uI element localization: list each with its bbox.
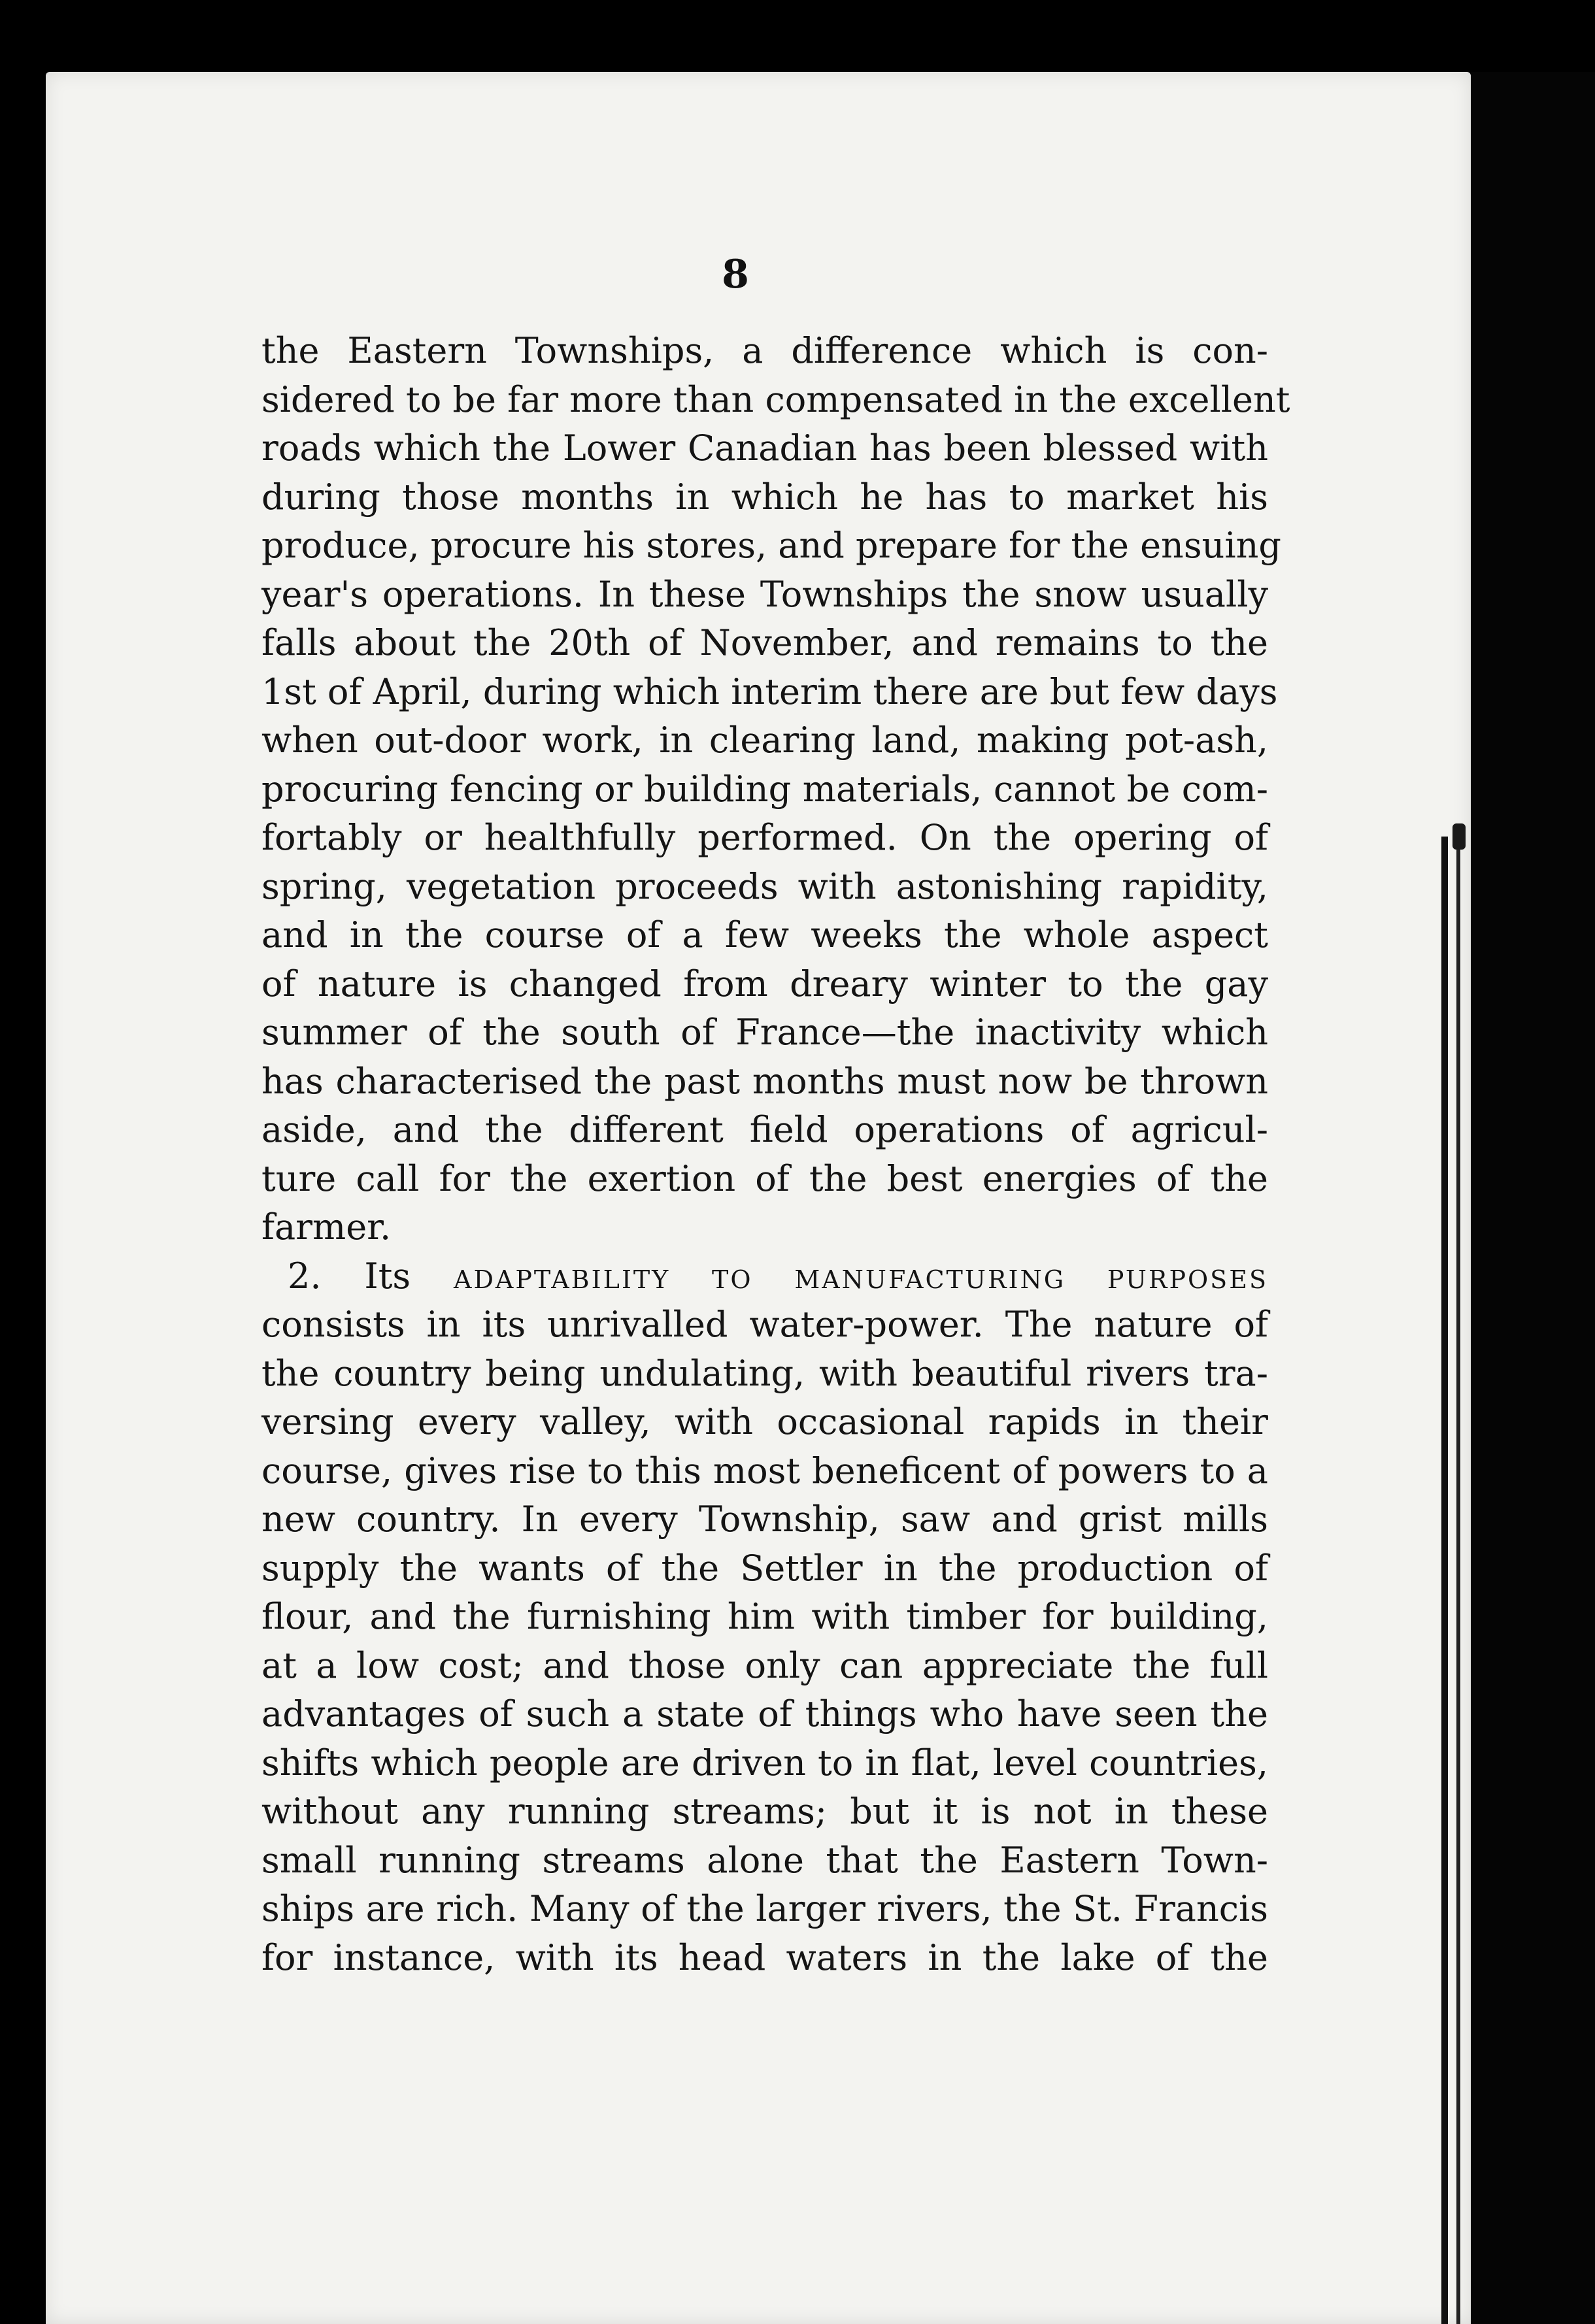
text-line: when out-door work, in clearing land, making pot-ash, bbox=[261, 720, 1268, 761]
text-line: of nature is changed from dreary winter to the gay bbox=[261, 963, 1268, 1004]
text-line: versing every valley, with occasional rapids in their bbox=[261, 1401, 1268, 1442]
scan-margin bbox=[1471, 72, 1595, 2324]
text-line: procuring fencing or building materials, cannot be com- bbox=[261, 768, 1268, 810]
section-title: ADAPTABILITY TO MANUFACTURING PURPOSES bbox=[454, 1265, 1268, 1294]
text-line: summer of the south of France—the inactivity which bbox=[261, 1012, 1268, 1053]
body-text bbox=[261, 327, 1290, 1982]
text-line: fortably or healthfully performed. On the opering of bbox=[261, 817, 1268, 858]
text-line: roads which the Lower Canadian has been blessed with bbox=[261, 427, 1268, 469]
text-line: spring, vegetation proceeds with astonishing rapidity, bbox=[261, 865, 1268, 907]
text-line: the country being undulating, with beautiful rivers tra- bbox=[261, 1352, 1268, 1394]
text-line: produce, procure his stores, and prepare for the ensuing bbox=[261, 525, 1281, 566]
text-line: flour, and the furnishing him with timber for building, bbox=[261, 1596, 1268, 1637]
text-line: farmer. bbox=[261, 1206, 392, 1248]
text-line: year's operations. In these Townships the snow usually bbox=[261, 573, 1268, 615]
text-line: without any running streams; but it is not in these bbox=[261, 1791, 1268, 1832]
text-line: new country. In every Township, saw and grist mills bbox=[261, 1499, 1268, 1540]
page-edge bbox=[1441, 837, 1448, 2324]
text-line: has characterised the past months must now be thrown bbox=[261, 1060, 1268, 1102]
text-line: and in the course of a few weeks the whole aspect bbox=[261, 914, 1268, 955]
text-line: 1st of April, during which interim there are but few days bbox=[261, 671, 1278, 712]
text-line: course, gives rise to this most beneficent of powers to a bbox=[261, 1450, 1268, 1491]
page-edge-shadow bbox=[1456, 837, 1460, 2324]
binding-thread bbox=[1452, 823, 1466, 850]
text-line: small running streams alone that the Eastern Town- bbox=[261, 1839, 1268, 1881]
section-heading bbox=[261, 1252, 1268, 1301]
text-line: consists in its unrivalled water-power. The nature of bbox=[261, 1304, 1268, 1345]
text-line: at a low cost; and those only can appreciate the full bbox=[261, 1644, 1268, 1686]
text-line: during those months in which he has to market his bbox=[261, 476, 1268, 518]
text-line: ture call for the exertion of the best energies of the bbox=[261, 1157, 1268, 1199]
section-number: 2. Its bbox=[288, 1255, 411, 1297]
text-line: supply the wants of the Settler in the production of bbox=[261, 1547, 1268, 1589]
text-line: the Eastern Townships, a difference which is con- bbox=[261, 330, 1268, 371]
text-line: for instance, with its head waters in the lake of the bbox=[261, 1936, 1268, 1978]
text-line: falls about the 20th of November, and remains to the bbox=[261, 622, 1268, 663]
text-line: shifts which people are driven to in flat, level countries, bbox=[261, 1742, 1268, 1784]
text-line: ships are rich. Many of the larger rivers, the St. Francis bbox=[261, 1888, 1268, 1929]
page-number: 8 bbox=[722, 252, 749, 297]
text-line: aside, and the different field operations of agricul- bbox=[261, 1109, 1268, 1150]
text-line: advantages of such a state of things who have seen the bbox=[261, 1693, 1268, 1735]
text-line: sidered to be far more than compensated in the excellent bbox=[261, 378, 1290, 420]
